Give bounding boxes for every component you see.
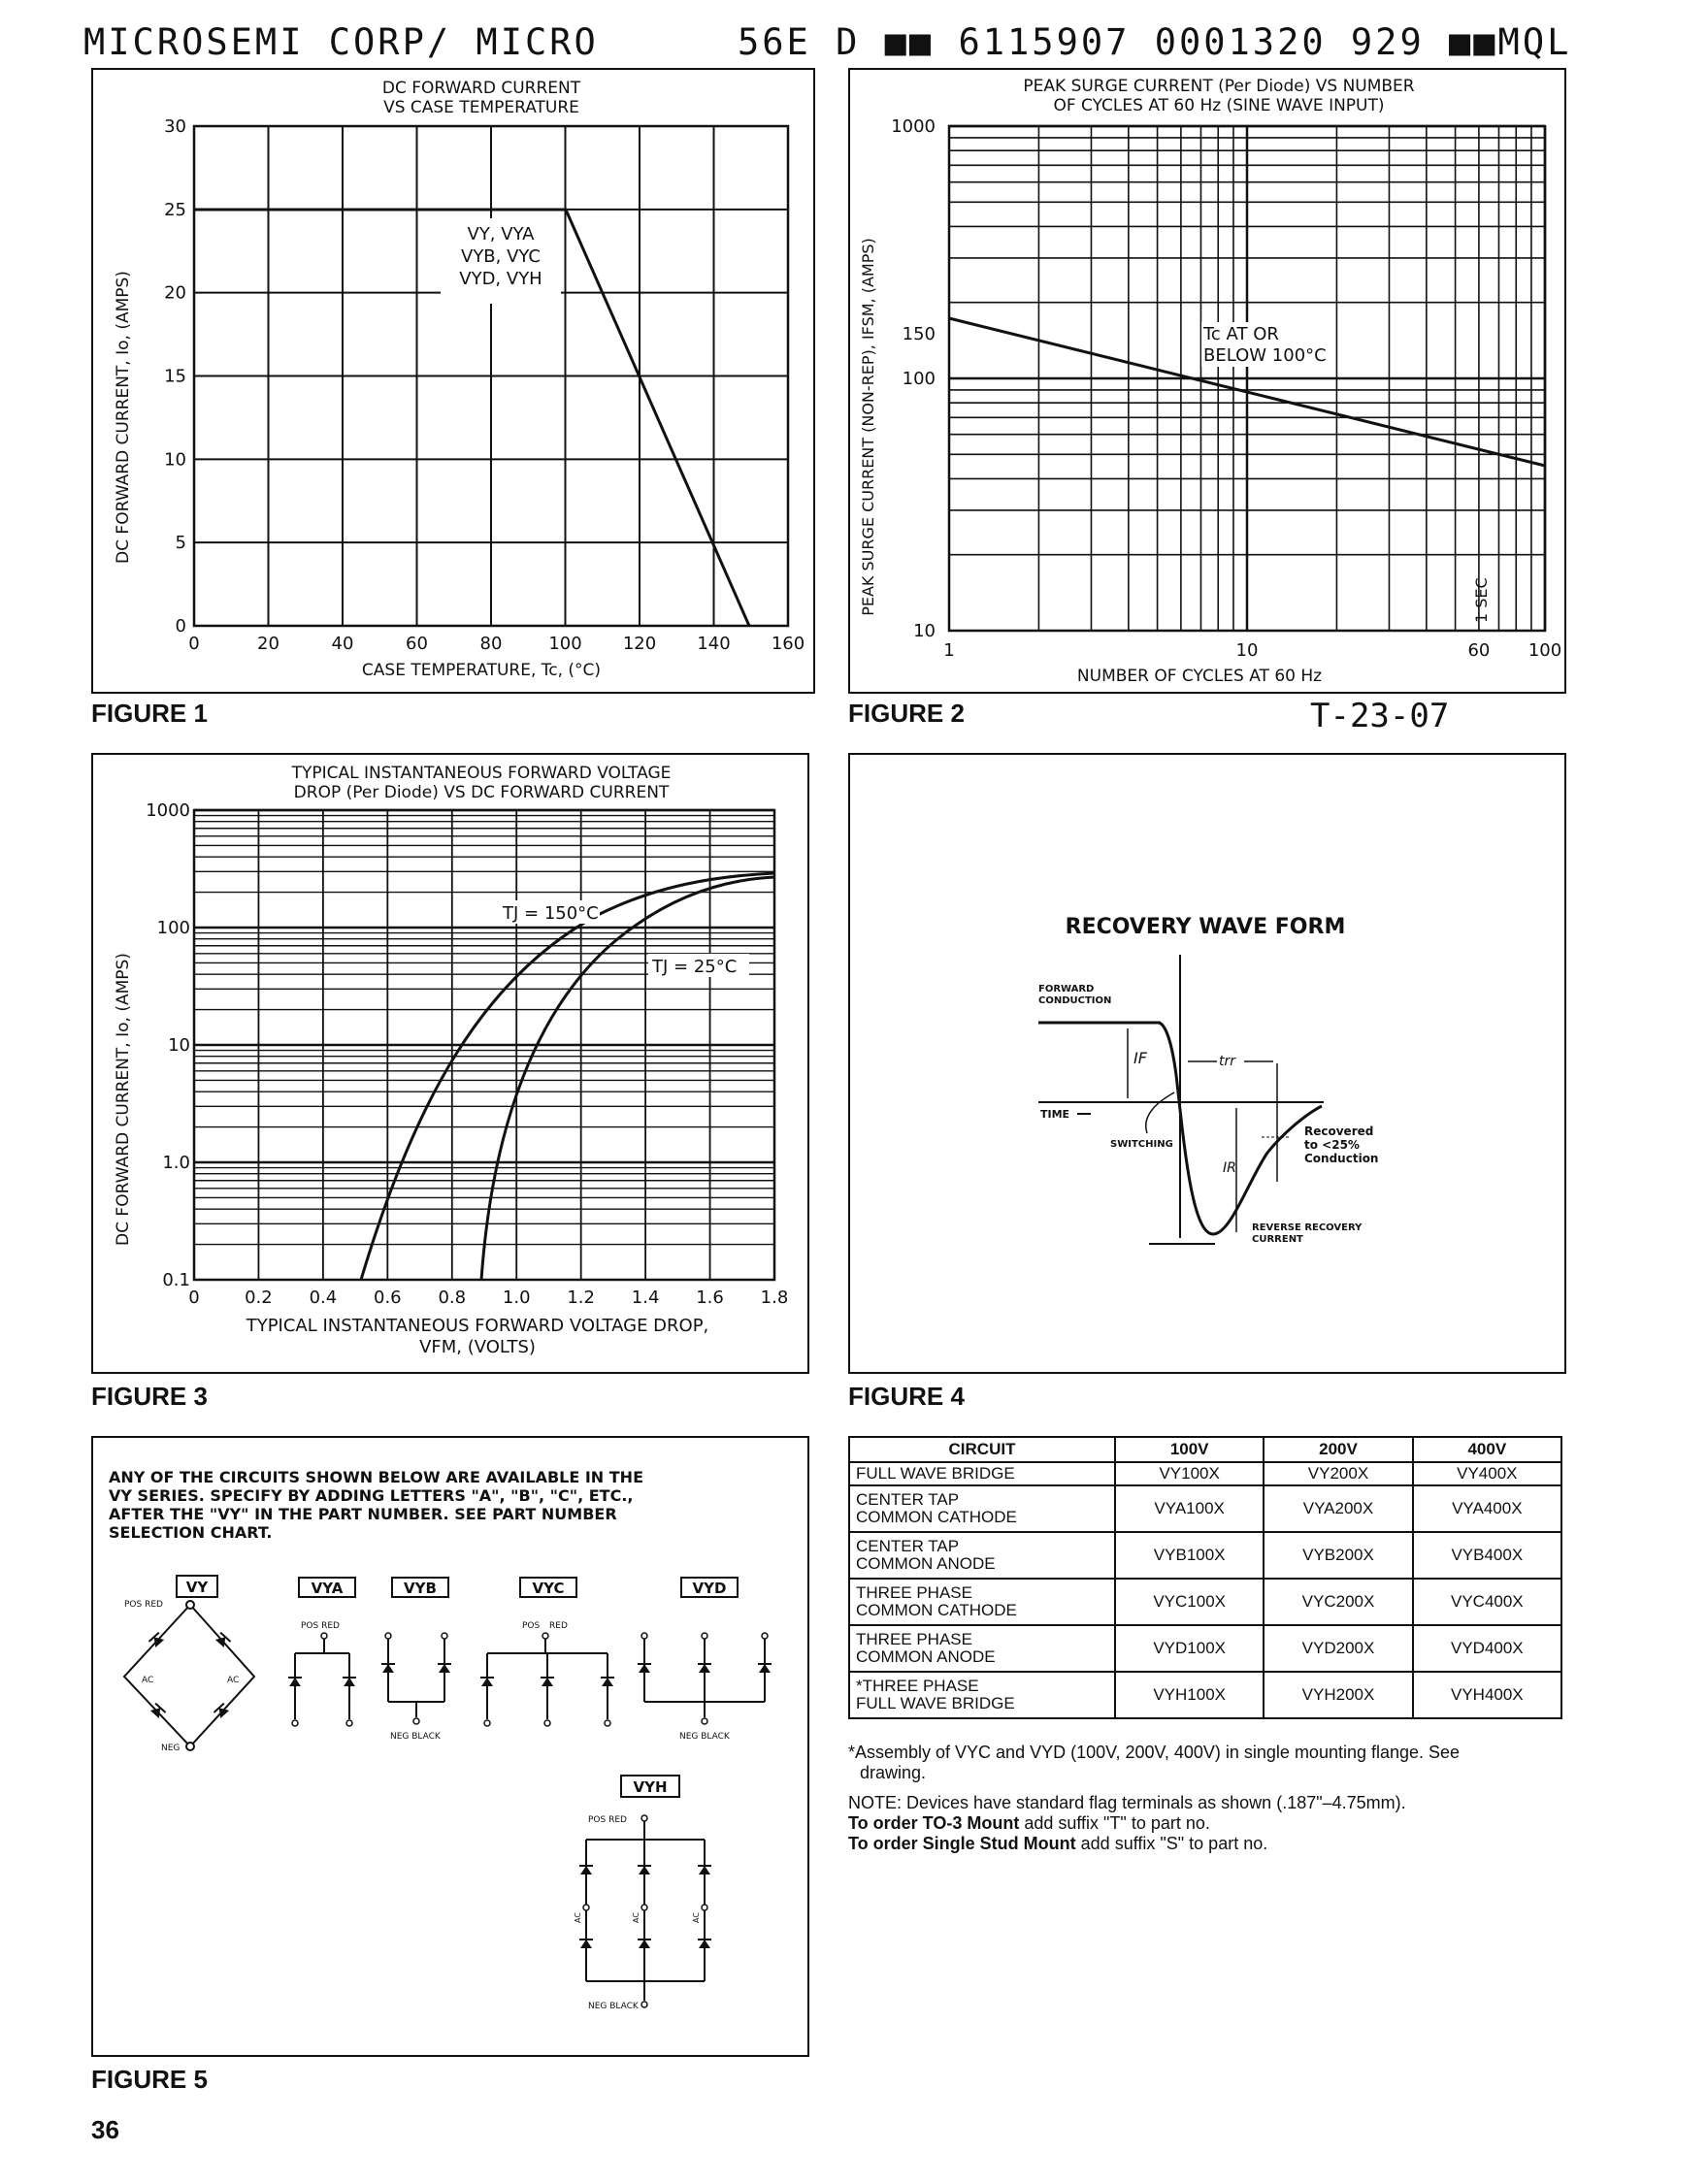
circuit-vyh-ac-2: AC [632, 1912, 640, 1923]
table-row [849, 1672, 1561, 1718]
cell-200v: VYA200X [1264, 1485, 1412, 1532]
fig3-ytick: 1.0 [162, 1153, 190, 1173]
figure1-box [91, 68, 815, 694]
circuit-vyh-pos: POS RED [588, 1815, 627, 1825]
fig2-xtick: 10 [1235, 640, 1259, 661]
cell-100v: VYD100X [1115, 1625, 1264, 1672]
fig5-text-2: VY SERIES. SPECIFY BY ADDING LETTERS "A", "B", "C", ETC., [109, 1486, 634, 1505]
fig3-curve2-label: TJ = 25°C [652, 957, 738, 977]
fig3-xtick: 0.2 [245, 1288, 273, 1308]
figure5-circuits [93, 1438, 807, 2055]
fig4-recovered1: Recovered [1304, 1125, 1374, 1138]
circuit-vyb-neg: NEG BLACK [390, 1732, 441, 1742]
fig3-xlabel1: TYPICAL INSTANTANEOUS FORWARD VOLTAGE DROP, [246, 1316, 709, 1336]
fig3-curve-25c [481, 877, 774, 1280]
fig2-xtick: 1 [943, 640, 955, 661]
page-number: 36 [91, 2115, 119, 2144]
fig5-text-4: SELECTION CHART. [109, 1523, 273, 1542]
circuit-line1: CENTER TAP [856, 1490, 960, 1509]
note-stud-rest: add suffix "S" to part no. [1075, 1834, 1268, 1853]
note-assembly-2: drawing. [860, 1763, 927, 1782]
fig1-ytick: 25 [164, 199, 186, 220]
fig2-title2: OF CYCLES AT 60 Hz (SINE WAVE INPUT) [1053, 96, 1385, 115]
fig3-xtick: 0.4 [309, 1288, 338, 1308]
fig1-ytick: 15 [164, 366, 186, 387]
fig2-ytick: 100 [902, 369, 936, 389]
cell-100v: VYA100X [1115, 1485, 1264, 1532]
fig3-xtick: 1.8 [760, 1288, 789, 1308]
figure5-label: FIGURE 5 [91, 2065, 208, 2094]
circuit-vyh-ac-3: AC [692, 1912, 701, 1923]
figure3-label: FIGURE 3 [91, 1382, 208, 1411]
figure2-code: T-23-07 [1310, 697, 1450, 735]
fig1-ytick: 30 [164, 116, 186, 137]
th-400v: 400V [1413, 1437, 1561, 1462]
circuit-vya-label: VYA [311, 1580, 344, 1597]
circuit-vya-pos: POS RED [301, 1621, 340, 1631]
cell-200v: VY200X [1264, 1462, 1412, 1485]
fig3-title1: TYPICAL INSTANTANEOUS FORWARD VOLTAGE [291, 764, 672, 783]
fig3-xtick: 1.2 [567, 1288, 595, 1308]
circuit-cell [849, 1462, 1115, 1485]
fig1-xtick: 60 [406, 634, 428, 654]
fig3-xticks [188, 1288, 788, 1308]
cell-100v: VYH100X [1115, 1672, 1264, 1718]
fig1-ytick: 10 [164, 449, 186, 471]
cell-400v: VYH400X [1413, 1672, 1561, 1718]
fig1-title2: VS CASE TEMPERATURE [383, 98, 579, 117]
circuit-vyc [480, 1578, 614, 1726]
circuit-vyh-label: VYH [633, 1778, 668, 1796]
fig1-legend-3: VYD, VYH [459, 269, 542, 289]
table-header-row [849, 1437, 1561, 1462]
fig1-title1: DC FORWARD CURRENT [381, 79, 581, 98]
figure5-box [91, 1436, 809, 2057]
figure4-label: FIGURE 4 [848, 1382, 965, 1411]
fig3-xlabel2: VFM, (VOLTS) [419, 1337, 536, 1357]
circuit-vyb [381, 1578, 451, 1742]
circuit-cell [849, 1672, 1115, 1718]
cell-400v: VYC400X [1413, 1579, 1561, 1625]
fig4-recovered3: Conduction [1304, 1152, 1379, 1165]
fig2-xlabel: NUMBER OF CYCLES AT 60 Hz [1076, 667, 1323, 686]
fig1-xtick: 160 [771, 634, 805, 654]
header-right: 56E D ■■ 6115907 0001320 929 ■■MQL [738, 21, 1572, 63]
table-row [849, 1462, 1561, 1485]
fig5-text-3: AFTER THE "VY" IN THE PART NUMBER. SEE PART NUMBER [109, 1505, 617, 1523]
fig1-xtick: 100 [548, 634, 582, 654]
circuit-vy-label: VY [185, 1579, 209, 1596]
fig4-trr: trr [1219, 1054, 1236, 1069]
circuit-vyc-red: RED [549, 1621, 568, 1631]
circuit-cell [849, 1579, 1115, 1625]
figure4-box [848, 753, 1566, 1374]
figure3-chart [93, 755, 807, 1372]
figure2-box [848, 68, 1566, 694]
fig1-ytick: 5 [175, 533, 186, 554]
cell-400v: VYA400X [1413, 1485, 1561, 1532]
cell-100v: VYB100X [1115, 1532, 1264, 1579]
circuit-vy-ac-left: AC [142, 1676, 154, 1685]
table-row [849, 1532, 1561, 1579]
fig5-text-1: ANY OF THE CIRCUITS SHOWN BELOW ARE AVAILABLE IN THE [109, 1468, 643, 1486]
fig4-time: TIME [1040, 1108, 1070, 1121]
circuit-line2: COMMON ANODE [856, 1647, 996, 1666]
fig2-annot1: Tc AT OR [1203, 324, 1279, 344]
fig1-legend-2: VYB, VYC [461, 246, 541, 267]
fig1-ytick: 20 [164, 282, 186, 304]
note-to3 [848, 1813, 1460, 1834]
fig2-yticks [891, 116, 936, 641]
cell-200v: VYD200X [1264, 1625, 1412, 1672]
circuit-cell [849, 1532, 1115, 1579]
table-row [849, 1485, 1561, 1532]
fig2-title1: PEAK SURGE CURRENT (Per Diode) VS NUMBER [1023, 77, 1415, 96]
fig4-title: RECOVERY WAVE FORM [1065, 915, 1346, 939]
note-stud-bold: To order Single Stud Mount [848, 1834, 1076, 1853]
th-100v: 100V [1115, 1437, 1264, 1462]
fig1-xticks [188, 634, 805, 654]
fig4-switching-pointer [1146, 1092, 1174, 1133]
fig2-ytick: 1000 [891, 116, 936, 137]
figure2-label: FIGURE 2 [848, 699, 965, 728]
fig1-xlabel: CASE TEMPERATURE, Tc, (°C) [361, 661, 602, 680]
fig4-ir: IR [1223, 1160, 1236, 1176]
fig1-xtick: 20 [257, 634, 279, 654]
fig1-xtick: 40 [331, 634, 354, 654]
circuit-vyd-neg: NEG BLACK [679, 1732, 730, 1742]
cell-200v: VYH200X [1264, 1672, 1412, 1718]
fig1-ytick: 0 [175, 616, 186, 636]
fig3-xtick: 1.6 [696, 1288, 724, 1308]
header-left: MICROSEMI CORP/ MICRO [83, 21, 599, 63]
cell-400v: VYD400X [1413, 1625, 1561, 1672]
fig3-ytick: 10 [168, 1035, 190, 1056]
fig3-xtick: 0 [188, 1288, 200, 1308]
fig3-xtick: 0.6 [374, 1288, 402, 1308]
note-to3-rest: add suffix "T" to part no. [1019, 1813, 1210, 1833]
fig3-xtick: 1.0 [502, 1288, 531, 1308]
circuit-vy-ac-right: AC [227, 1676, 240, 1685]
circuit-line2: COMMON ANODE [856, 1554, 996, 1573]
fig3-xtick: 0.8 [438, 1288, 467, 1308]
fig4-if: IF [1133, 1049, 1147, 1067]
fig3-curve1-label: TJ = 150°C [503, 903, 599, 924]
circuit-line1: *THREE PHASE [856, 1677, 979, 1695]
circuit-line1: FULL WAVE BRIDGE [856, 1464, 1015, 1483]
fig1-legend-1: VY, VYA [467, 224, 535, 244]
fig3-grid [194, 810, 774, 1280]
fig2-ytick: 150 [902, 324, 936, 345]
fig1-xtick: 0 [188, 634, 200, 654]
circuit-line1: CENTER TAP [856, 1537, 960, 1555]
circuit-vyc-label: VYC [532, 1580, 565, 1597]
fig1-xtick: 140 [697, 634, 731, 654]
circuit-vyh-neg: NEG BLACK [588, 2002, 639, 2011]
fig3-ytick: 1000 [146, 800, 190, 821]
fig2-sec: 1 SEC [1472, 577, 1491, 623]
fig2-ylabel: PEAK SURGE CURRENT (NON-REP), IFSM, (AMPS) [859, 238, 877, 616]
note-flag: NOTE: Devices have standard flag terminals as shown (.187"–4.75mm). [848, 1793, 1406, 1812]
fig1-ylabel: DC FORWARD CURRENT, Io, (AMPS) [114, 271, 133, 564]
circuit-line2: COMMON CATHODE [856, 1508, 1017, 1526]
fig1-yticks [164, 116, 186, 636]
fig3-yticks [146, 800, 190, 1290]
fig3-ytick: 100 [156, 918, 190, 938]
cell-200v: VYC200X [1264, 1579, 1412, 1625]
circuit-vya [288, 1578, 356, 1726]
fig1-xtick: 120 [622, 634, 657, 654]
th-200v: 200V [1264, 1437, 1412, 1462]
circuit-vyd-label: VYD [692, 1580, 727, 1597]
fig3-title2: DROP (Per Diode) VS DC FORWARD CURRENT [293, 783, 670, 802]
table-row [849, 1579, 1561, 1625]
figure2-chart [850, 70, 1564, 692]
part-selection-table [848, 1436, 1562, 1719]
cell-400v: VYB400X [1413, 1532, 1561, 1579]
circuit-line2: FULL WAVE BRIDGE [856, 1694, 1015, 1712]
cell-100v: VY100X [1115, 1462, 1264, 1485]
fig4-recovered2: to <25% [1304, 1138, 1360, 1152]
circuit-line1: THREE PHASE [856, 1630, 972, 1648]
fig3-ylabel: DC FORWARD CURRENT, Io, (AMPS) [114, 953, 133, 1246]
circuit-vy-pos: POS RED [124, 1600, 163, 1610]
fig3-curve-150c [361, 873, 774, 1280]
fig4-switching: SWITCHING [1110, 1139, 1173, 1150]
fig2-ytick: 10 [913, 621, 936, 641]
fig1-grid [194, 126, 788, 626]
fig2-xtick: 100 [1527, 640, 1562, 661]
fig3-ytick: 0.1 [162, 1270, 190, 1290]
fig1-xtick: 80 [479, 634, 503, 654]
circuit-vyh [574, 1776, 711, 2011]
circuit-line1: THREE PHASE [856, 1583, 972, 1602]
circuit-vy [124, 1576, 254, 1753]
fig2-xticks [943, 640, 1561, 661]
circuit-vy-neg: NEG [161, 1744, 181, 1753]
circuit-vyh-ac-1: AC [574, 1912, 582, 1923]
fig2-grid [949, 126, 1545, 631]
fig4-forward2: CONDUCTION [1038, 995, 1112, 1006]
circuit-line2: COMMON CATHODE [856, 1601, 1017, 1619]
circuit-vyd [638, 1578, 772, 1742]
table-notes [848, 1743, 1460, 1854]
cell-400v: VY400X [1413, 1462, 1561, 1485]
note-to3-bold: To order TO-3 Mount [848, 1813, 1020, 1833]
figure4-waveform [850, 755, 1564, 1372]
cell-100v: VYC100X [1115, 1579, 1264, 1625]
note-assembly-1: *Assembly of VYC and VYD (100V, 200V, 400V) in single mounting flange. See [848, 1743, 1461, 1762]
figure3-box [91, 753, 809, 1374]
fig2-annot2: BELOW 100°C [1203, 345, 1327, 366]
th-circuit: CIRCUIT [849, 1437, 1115, 1462]
cell-200v: VYB200X [1264, 1532, 1412, 1579]
figure1-chart [93, 70, 813, 692]
circuit-cell [849, 1625, 1115, 1672]
circuit-cell [849, 1485, 1115, 1532]
fig3-xtick: 1.4 [631, 1288, 660, 1308]
circuit-vyb-label: VYB [404, 1580, 437, 1597]
fig2-xtick: 60 [1467, 640, 1491, 661]
fig4-forward1: FORWARD [1038, 984, 1095, 994]
fig4-rrc2: CURRENT [1252, 1234, 1303, 1245]
table-row [849, 1625, 1561, 1672]
fig4-rrc1: REVERSE RECOVERY [1252, 1222, 1363, 1233]
circuit-vyc-pos: POS [522, 1621, 541, 1631]
figure1-label: FIGURE 1 [91, 699, 208, 728]
note-stud [848, 1834, 1460, 1854]
